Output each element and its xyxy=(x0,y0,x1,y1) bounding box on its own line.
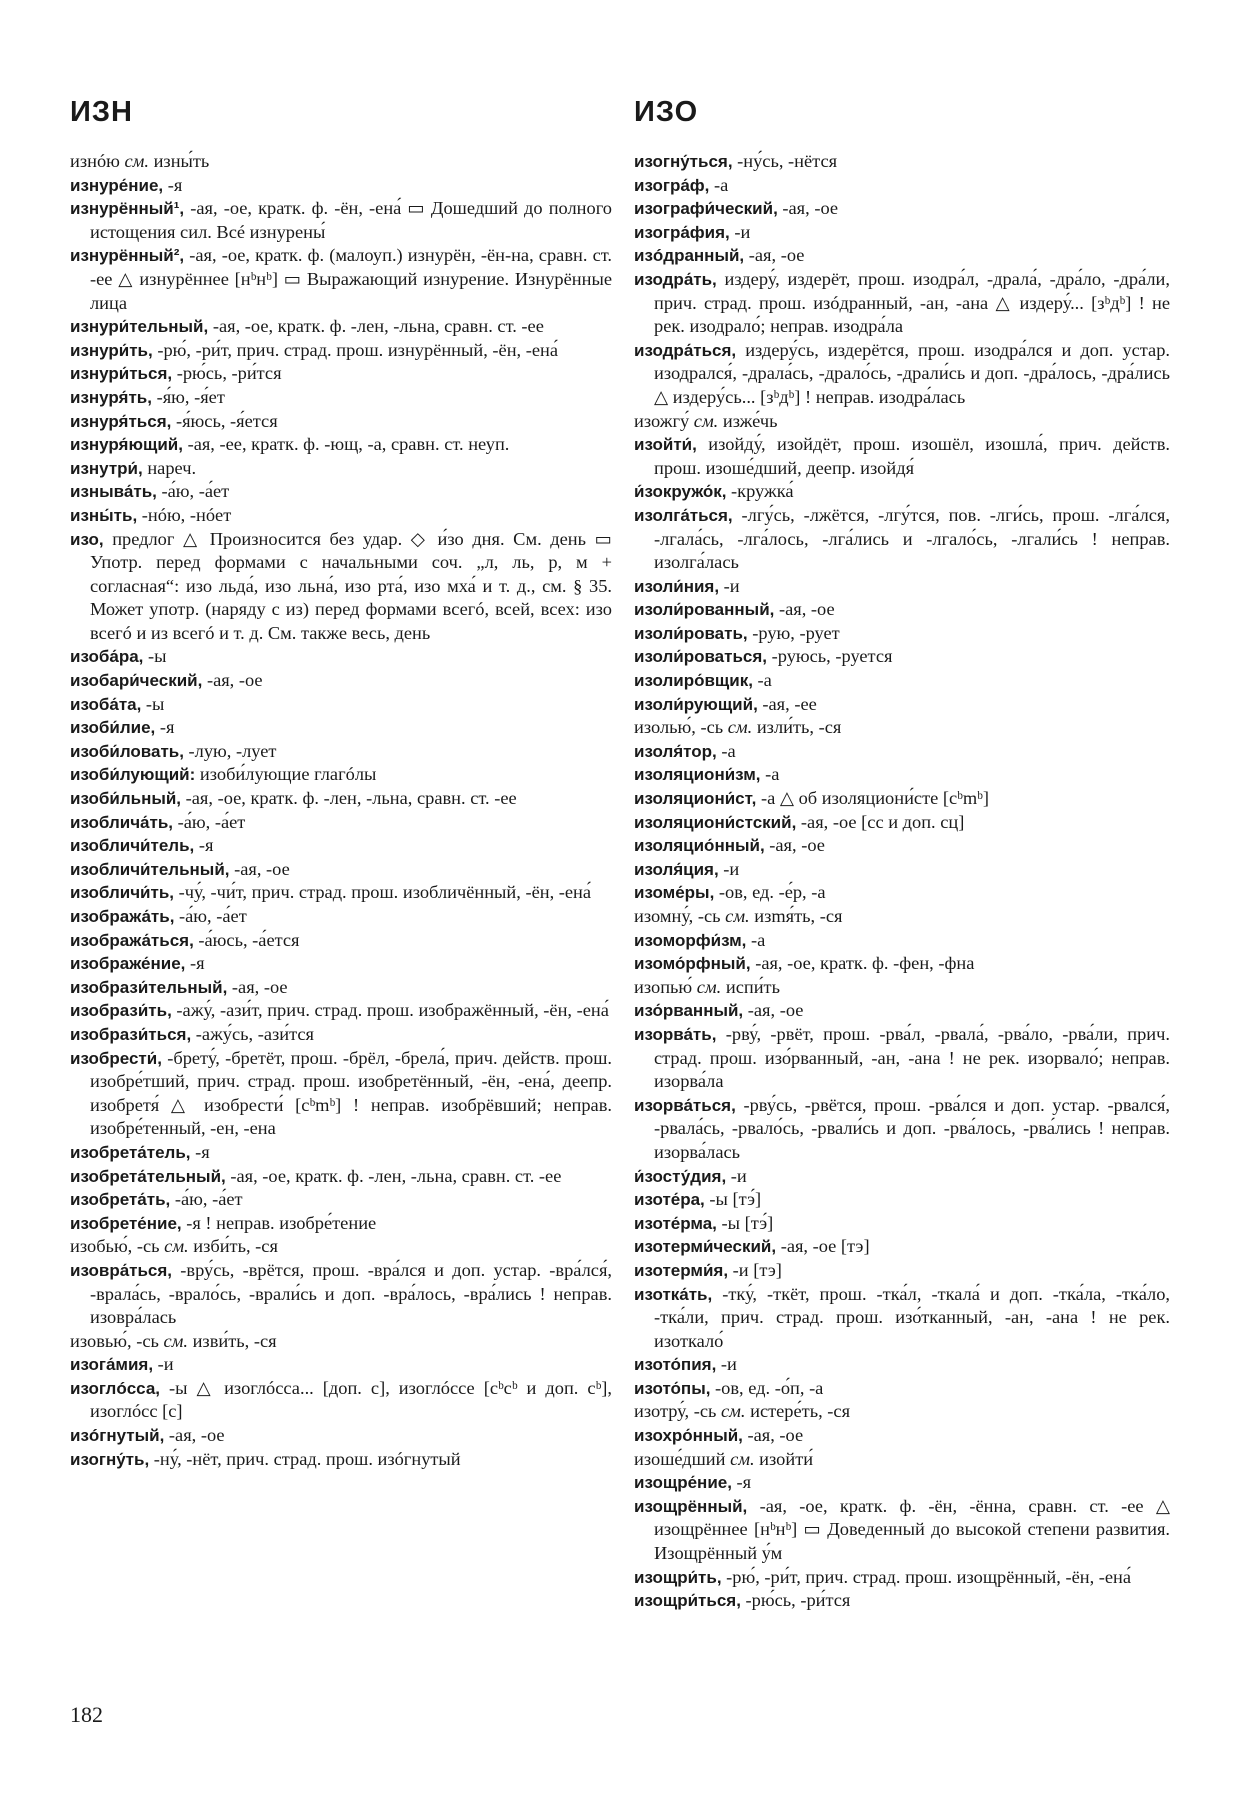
entry-body: -ая, -ое, кратк. ф. -лен, -льна, сравн. ст. -ее xyxy=(181,788,517,809)
entry-body: -а xyxy=(716,740,736,761)
headword: изобрази́ться, xyxy=(70,1024,192,1044)
entry-body: -и [тэ] xyxy=(728,1259,782,1280)
running-head-right: ИЗО xyxy=(634,96,699,128)
headword: и́зосту́дия, xyxy=(634,1166,727,1186)
dictionary-entry xyxy=(70,339,612,363)
headword: изнури́тельный, xyxy=(70,317,209,337)
entry-body: -ая, -ее, кратк. ф. -ющ, -а, сравн. ст. неуп. xyxy=(182,434,510,455)
entry-body: -ы [тэ́] xyxy=(716,1212,774,1233)
entry-body: -рую, -рует xyxy=(747,622,840,643)
entry-body: -ая, -ое xyxy=(742,1425,804,1446)
dictionary-entry xyxy=(70,1141,612,1165)
dictionary-entry xyxy=(70,410,612,434)
headword: изобрете́ние, xyxy=(70,1213,182,1233)
headword: изогра́ф, xyxy=(634,175,710,195)
dictionary-entry xyxy=(634,221,1170,245)
headword: изогну́ться, xyxy=(634,152,733,171)
dictionary-entry xyxy=(634,433,1170,480)
entry-body: -ая, -ое xyxy=(164,1425,225,1446)
entry-body: -ая, -ее xyxy=(757,693,817,714)
entry-body: -ая, -ое [тэ] xyxy=(776,1236,870,1257)
entry-body: -я xyxy=(190,1141,210,1162)
headword: изоморфи́зм, xyxy=(634,930,747,950)
entry-body: -а́ю, -а́ет xyxy=(170,1189,243,1210)
dictionary-entry xyxy=(634,1471,1170,1495)
entry-body: -я́ю, -я́ет xyxy=(151,386,225,407)
headword: изоби́льный, xyxy=(70,789,182,809)
headword: изотерми́ческий, xyxy=(634,1237,777,1257)
entry-body: -я xyxy=(155,717,175,738)
headword: изощре́ние, xyxy=(634,1473,732,1493)
entry-body: -ая, -ое xyxy=(777,198,839,219)
headword: изобрести́, xyxy=(70,1048,162,1068)
entry-body: нареч. xyxy=(142,457,197,478)
entry-body: предлог △ Произносится без удар. ◇ и́зо дня. См. день ▭ Употр. перед формами с начальными соч. „л, ль, р, м + согласная“: изо льда́, изо льна́, изо рта́, изо мха́ и т. д., см. § 35. Может употр. (наряду с из) перед формами всегó, всей, всех: изо всегó и из всегó и т. д. См. также весь, день xyxy=(90,528,612,643)
entry-body: -рю́, -ри́т, прич. страд. прош. изнурённый, -ён, -ена́ xyxy=(152,339,559,360)
see-label: см. xyxy=(696,976,722,997)
entry-body: -брету́, -бретёт, прош. -брёл, -брела́, прич. действ. прош. изобре́тший, прич. страд. прош. изобретённый, -ён, -ена́, деепр. изобретя́ △ изобрести́ [cᵇmᵇ] ! неправ. изобрёвший; неправ. изобре́тенный, -ен, -ена xyxy=(90,1047,612,1139)
headword: изолга́ться, xyxy=(634,505,733,525)
dictionary-entry xyxy=(634,174,1170,198)
dictionary-entry xyxy=(70,362,612,386)
dictionary-entry xyxy=(70,1165,612,1189)
dictionary-entry xyxy=(70,976,612,1000)
headword: изоте́ра, xyxy=(634,1190,705,1210)
dictionary-entry xyxy=(634,1212,1170,1236)
entry-body: -ая, -ое xyxy=(764,835,825,856)
dictionary-entry xyxy=(70,811,612,835)
headword: изоглóсса, xyxy=(70,1378,160,1398)
dictionary-entry xyxy=(634,244,1170,268)
headword: изоте́рма, xyxy=(634,1213,717,1233)
page-number: 182 xyxy=(70,1702,103,1727)
entry-body: -ы xyxy=(143,646,167,667)
headword: изобрета́тель, xyxy=(70,1142,191,1162)
headword: изографи́ческий, xyxy=(634,199,778,219)
dictionary-entry xyxy=(634,1566,1170,1590)
see-label: см. xyxy=(693,410,719,431)
entry-body: -ая, -ое, кратк. ф. (малоуп.) изнурён, -ён-на, сравн. ст. -ее △ изнурённее [нᵇнᵇ] ▭ Выражающий изнурение. Изнурённые лица xyxy=(90,245,612,313)
headword: изотка́ть, xyxy=(634,1284,713,1304)
headword: изобличи́тель, xyxy=(70,836,195,856)
entry-body: истере́ть, -ся xyxy=(745,1401,851,1422)
dictionary-entry xyxy=(634,716,1170,740)
headword: изохро́нный, xyxy=(634,1426,743,1446)
headword: изобличи́ть, xyxy=(70,883,175,903)
dictionary-entry xyxy=(634,881,1170,905)
headword: изóдранный, xyxy=(634,246,745,266)
entry-body: -ов, ед. -о́п, -а xyxy=(710,1377,824,1398)
cross-ref-word: изнóю xyxy=(70,151,125,171)
headword: изнуря́ющий, xyxy=(70,435,183,455)
dictionary-entry xyxy=(634,197,1170,221)
headword: изнуря́ть, xyxy=(70,387,152,407)
dictionary-entry xyxy=(634,1377,1170,1401)
headword: изобрази́тельный, xyxy=(70,977,228,997)
entry-body: издеру́сь, издерётся, прош. изодра́лся и доп. устар. изодрался́, -драла́сь, -драло́сь, -драли́сь и доп. -дра́лось, -дра́лись △ издеру́сь... [зᵇдᵇ] ! неправ. изодра́лась xyxy=(654,339,1170,407)
headword: изо, xyxy=(70,529,104,549)
headword: изоли́ния, xyxy=(634,576,720,596)
cross-ref-word: изожгу́ xyxy=(634,410,694,431)
dictionary-entry xyxy=(634,410,1170,434)
headword: изоли́ровать, xyxy=(634,623,748,643)
dictionary-entry xyxy=(70,952,612,976)
headword: изоляциони́стский, xyxy=(634,812,797,832)
right-column xyxy=(634,150,1170,1613)
dictionary-entry xyxy=(70,150,612,174)
dictionary-entry xyxy=(634,1023,1170,1094)
dictionary-entry xyxy=(70,1235,612,1259)
dictionary-entry xyxy=(634,905,1170,929)
dictionary-entry xyxy=(634,1400,1170,1424)
headword: изоби́лующий: xyxy=(70,765,196,785)
dictionary-entry xyxy=(634,1495,1170,1566)
dictionary-entry xyxy=(634,1165,1170,1189)
entry-body: -ая, -ое xyxy=(202,670,263,691)
entry-body: -а xyxy=(760,764,780,785)
headword: изобличи́тельный, xyxy=(70,859,230,879)
cross-ref-word: изотру́, -сь xyxy=(634,1401,721,1422)
entry-body: -лую, -лует xyxy=(183,740,277,761)
headword: изнури́ться, xyxy=(70,364,173,384)
running-head-left: ИЗН xyxy=(70,96,133,128)
dictionary-entry xyxy=(70,1188,612,1212)
entry-body: -а xyxy=(746,929,766,950)
dictionary-entry xyxy=(70,858,612,882)
dictionary-entry xyxy=(70,693,612,717)
entry-body: -нóю, -нóет xyxy=(137,504,232,525)
dictionary-entry xyxy=(70,1353,612,1377)
headword: изнури́ть, xyxy=(70,340,153,360)
entry-body: изли́ть, -ся xyxy=(752,717,842,738)
entry-body: -ая, -ое [сс и доп. сц] xyxy=(796,811,965,832)
entry-body: изmя́ть, -ся xyxy=(749,906,843,926)
see-label: см. xyxy=(164,1236,189,1257)
headword: изогра́фия, xyxy=(634,222,730,242)
dictionary-entry xyxy=(70,999,612,1023)
dictionary-entry xyxy=(70,763,612,787)
headword: изомо́рфный, xyxy=(634,954,751,974)
entry-body: -и xyxy=(726,1165,747,1186)
dictionary-entry xyxy=(634,1188,1170,1212)
entry-body: -я xyxy=(185,953,205,974)
entry-body: -рю́сь, -ри́тся xyxy=(172,363,282,384)
dictionary-entry xyxy=(634,622,1170,646)
dictionary-entry xyxy=(634,645,1170,669)
headword: изоби́ловать, xyxy=(70,741,184,761)
dictionary-entry xyxy=(634,669,1170,693)
dictionary-entry xyxy=(70,881,612,905)
entry-body: -чу́, -чи́т, прич. страд. прош. изобличённый, -ён, -ена́ xyxy=(174,882,592,903)
dictionary-entry xyxy=(634,339,1170,410)
headword: изогну́ть, xyxy=(70,1449,150,1469)
dictionary-entry xyxy=(70,480,612,504)
entry-body: -тку́, -ткёт, прош. -тка́л, -ткала́ и доп. -тка́ла, -тка́ло, -тка́ли, прич. страд. прош. изо́тканный, -ан, -ана ! не рек. изоткало́ xyxy=(654,1283,1170,1351)
cross-ref-word: изовью́, -сь xyxy=(70,1330,164,1351)
entry-body: -ну́, -нёт, прич. страд. прош. изóгнутый xyxy=(149,1448,461,1469)
dictionary-entry xyxy=(70,1023,612,1047)
headword: изодра́ть, xyxy=(634,269,717,289)
dictionary-entry xyxy=(634,480,1170,504)
dictionary-entry xyxy=(634,268,1170,339)
dictionary-entry xyxy=(70,1259,612,1330)
headword: изоли́рованный, xyxy=(634,600,775,620)
entry-body: -я ! неправ. изобре́тение xyxy=(181,1212,377,1233)
dictionary-entry xyxy=(70,433,612,457)
dictionary-entry xyxy=(634,1259,1170,1283)
dictionary-entry xyxy=(634,787,1170,811)
see-label: см. xyxy=(725,906,750,926)
dictionary-entry xyxy=(70,386,612,410)
headword: и́зокружо́к, xyxy=(634,482,727,502)
entry-body: издеру́, издерёт, прош. изодра́л, -драла́, -дра́ло, -дра́ли, прич. страд. прош. изóдранный, -ан, -ана △ издеру́... [зᵇдᵇ] ! не рек. изодрало́; неправ. изодра́ла xyxy=(654,268,1170,337)
entry-body: -а xyxy=(709,174,729,195)
headword: изобрази́ть, xyxy=(70,1001,172,1021)
headword: изоля́ция, xyxy=(634,859,719,879)
dictionary-entry xyxy=(634,1094,1170,1165)
dictionary-entry xyxy=(634,1448,1170,1472)
entry-body: -лгу́сь, -лжётся, -лгу́тся, пов. -лги́сь, прош. -лга́лся, -лгала́сь, -лга́лось, -лга́лись и -лгало́сь, -лгали́сь ! неправ. изолга́лась xyxy=(654,504,1170,573)
dictionary-entry xyxy=(70,1212,612,1236)
headword: изо́рванный, xyxy=(634,1001,744,1021)
entry-body: -я xyxy=(163,174,183,195)
dictionary-entry xyxy=(70,1424,612,1448)
headword: изощри́ться, xyxy=(634,1591,741,1611)
entry-body: -ая, -ое, кратк. ф. -ён, -ённа, сравн. ст. -ее △ изощрённее [нᵇнᵇ] ▭ Доведенный до высокой степени развития. Изощрённый у́м xyxy=(654,1495,1170,1564)
headword: изоляцио́нный, xyxy=(634,836,765,856)
headword: изото́пия, xyxy=(634,1355,717,1375)
entry-body: -рву́сь, -рвётся, прош. -рва́лся и доп. устар. -рвался́, -рвала́сь, -рвало́сь, -рвали́сь и доп. -рва́лось, -рва́лись ! неправ. изорва́лась xyxy=(654,1094,1170,1162)
headword: изображе́ние, xyxy=(70,954,186,974)
dictionary-entry xyxy=(634,693,1170,717)
see-label: см. xyxy=(721,1401,746,1422)
entry-body: изже́чь xyxy=(718,410,778,431)
cross-ref-word: изоше́дший xyxy=(634,1448,731,1469)
headword: изолиро́вщик, xyxy=(634,671,753,691)
dictionary-entry xyxy=(634,1353,1170,1377)
dictionary-entry xyxy=(70,716,612,740)
dictionary-entry xyxy=(70,197,612,244)
headword: изоба́та, xyxy=(70,694,142,714)
entry-body: -ая, -ое, кратк. ф. -фен, -фна xyxy=(750,953,975,974)
headword: изобари́ческий, xyxy=(70,671,203,691)
dictionary-entry xyxy=(70,834,612,858)
entry-body: изби́ть, -ся xyxy=(188,1236,278,1257)
headword: изоли́роваться, xyxy=(634,647,768,667)
headword: изоляциони́ст, xyxy=(634,789,757,809)
entry-body: -и xyxy=(153,1354,174,1375)
entry-body: -ая, -ое xyxy=(774,599,835,620)
dictionary-entry xyxy=(70,174,612,198)
headword: изобража́ть, xyxy=(70,907,175,926)
entry-body: -а́ю, -а́ет xyxy=(174,906,247,926)
headword: изодра́ться, xyxy=(634,340,737,360)
entry-body: -ая, -ое xyxy=(744,245,805,266)
headword: изовра́ться, xyxy=(70,1260,173,1280)
dictionary-entry xyxy=(634,763,1170,787)
entry-body: -и xyxy=(716,1354,737,1375)
dictionary-entry xyxy=(70,1330,612,1354)
headword: изоли́рующий, xyxy=(634,694,758,714)
entry-body: -ая, -ое xyxy=(229,858,290,879)
entry-body: изоби́лующие глагóлы xyxy=(195,764,377,785)
cross-ref-word: изомну́, -сь xyxy=(634,906,726,926)
dictionary-entry xyxy=(70,315,612,339)
entry-body: испи́ть xyxy=(721,976,780,997)
dictionary-entry xyxy=(70,1047,612,1141)
entry-body: -и xyxy=(729,221,751,242)
dictionary-entry xyxy=(634,999,1170,1023)
dictionary-entry xyxy=(70,929,612,953)
dictionary-entry xyxy=(70,457,612,481)
headword: изнурённый¹, xyxy=(70,199,185,219)
entry-body: -я xyxy=(731,1472,752,1493)
entry-body: -ы [тэ́] xyxy=(704,1189,762,1210)
headword: изога́мия, xyxy=(70,1355,154,1375)
headword: изорва́ться, xyxy=(634,1095,736,1115)
dictionary-entry xyxy=(70,645,612,669)
entry-body: -ы △ изоглóсса... [доп. с], изоглóссе [cᵇcᵇ и доп. cᵇ], изоглóсс [с] xyxy=(90,1377,612,1422)
entry-body: -и xyxy=(719,575,740,596)
dictionary-entry xyxy=(634,1589,1170,1613)
entry-body: -а xyxy=(752,670,772,691)
headword: изойти́, xyxy=(634,435,697,455)
entry-body: изойду́, изойдёт, прош. изошёл, изошла́, прич. действ. прош. изоше́дший, деепр. изойдя́ xyxy=(654,434,1170,478)
entry-body: -ажу́сь, -ази́тся xyxy=(191,1023,314,1044)
dictionary-entry xyxy=(634,1283,1170,1354)
dictionary-entry xyxy=(634,150,1170,174)
see-label: см. xyxy=(730,1448,755,1469)
entry-body: -а́юсь, -а́ется xyxy=(193,929,300,950)
headword: изныва́ть, xyxy=(70,482,157,502)
dictionary-entry xyxy=(70,1448,612,1472)
headword: изобрета́тельный, xyxy=(70,1166,226,1186)
entry-body: -кружка́ xyxy=(726,481,794,502)
dictionary-entry xyxy=(70,1377,612,1424)
headword: изоля́тор, xyxy=(634,741,717,761)
entry-body: -рву́, -рвёт, прош. -рва́л, -рвала́, -рва́ло, -рва́ли, прич. страд. прош. изо́рванный, -ан, -ана ! не рек. изорвало́; неправ. изорва́ла xyxy=(654,1023,1170,1092)
entry-body: -ая, -ое, кратк. ф. -лен, -льна, сравн. ст. -ее xyxy=(225,1165,562,1186)
headword: изны́ть, xyxy=(70,505,138,525)
dictionary-entry xyxy=(634,598,1170,622)
entry-body: -я́юсь, -я́ется xyxy=(171,410,278,431)
entry-body: -ая, -ое xyxy=(743,1000,804,1021)
cross-ref-word: изолью́, -сь xyxy=(634,717,728,738)
entry-body: -ну́сь, -нётся xyxy=(732,151,838,171)
dictionary-entry xyxy=(70,740,612,764)
dictionary-entry xyxy=(634,834,1170,858)
entry-body: -рю́сь, -ри́тся xyxy=(740,1590,851,1611)
entry-body: изны́ть xyxy=(148,151,210,171)
headword: изощри́ть, xyxy=(634,1567,722,1587)
entry-body: -ы xyxy=(141,693,165,714)
entry-body: -ая, -ое, кратк. ф. -лен, -льна, сравн. ст. -ее xyxy=(208,316,544,337)
headword: изорва́ть, xyxy=(634,1024,717,1044)
entry-body: изойти́ xyxy=(754,1448,814,1469)
cross-ref-word: изобью́, -сь xyxy=(70,1236,165,1257)
entry-body: -а △ об изоляциони́сте [cᵇmᵇ] xyxy=(756,788,989,809)
entry-body: -а́ю, -а́ет xyxy=(156,481,230,502)
dictionary-entry xyxy=(70,669,612,693)
dictionary-entry xyxy=(70,504,612,528)
entry-body: -я xyxy=(194,835,214,856)
headword: изобрета́ть, xyxy=(70,1190,171,1210)
headword: изоби́лие, xyxy=(70,718,156,738)
entry-body: -вру́сь, -врётся, прош. -вра́лся и доп. устар. -вра́лся́, -врала́сь, -врало́сь, -врали́сь и доп. -вра́лось, -вра́лись ! неправ. изовра́лась xyxy=(90,1259,612,1328)
entry-body: -ая, -ое xyxy=(227,976,288,997)
dictionary-entry xyxy=(634,811,1170,835)
entry-body: -рю́, -ри́т, прич. страд. прош. изощрённый, -ён, -ена́ xyxy=(721,1566,1132,1587)
dictionary-entry xyxy=(634,952,1170,976)
headword: изнурённый², xyxy=(70,246,185,266)
headword: изнутри́, xyxy=(70,458,143,478)
entry-body: -ов, ед. -е́р, -а xyxy=(714,882,826,903)
headword: изощрённый, xyxy=(634,1496,748,1516)
headword: изнуря́ться, xyxy=(70,411,172,431)
headword: изобража́ться, xyxy=(70,930,194,950)
headword: изнуре́ние, xyxy=(70,175,164,195)
headword: изóгнутый, xyxy=(70,1426,165,1446)
dictionary-entry xyxy=(634,575,1170,599)
dictionary-entry xyxy=(634,929,1170,953)
entry-body: -а́ю, -а́ет xyxy=(173,811,246,832)
dictionary-entry xyxy=(70,244,612,315)
dictionary-entry xyxy=(70,905,612,929)
headword: изоблича́ть, xyxy=(70,812,174,832)
see-label: см. xyxy=(124,151,149,171)
entry-body: -ая, -ое, кратк. ф. -ён, -ена́ ▭ Дошедший до полного истощения сил. Всé изнурены́ xyxy=(90,198,612,242)
headword: изото́пы, xyxy=(634,1378,711,1398)
dictionary-entry xyxy=(634,504,1170,575)
headword: изоба́ра, xyxy=(70,647,144,667)
dictionary-entry xyxy=(634,858,1170,882)
entry-body: изви́ть, -ся xyxy=(187,1330,277,1351)
cross-ref-word: изопью́ xyxy=(634,976,697,997)
dictionary-entry xyxy=(634,1235,1170,1259)
dictionary-entry xyxy=(634,740,1170,764)
dictionary-entry xyxy=(634,976,1170,1000)
headword: изотерми́я, xyxy=(634,1260,729,1280)
headword: изоляциони́зм, xyxy=(634,765,761,785)
dictionary-entry xyxy=(634,1424,1170,1448)
dictionary-entry xyxy=(70,528,612,646)
see-label: см. xyxy=(163,1330,188,1351)
entry-body: -руюсь, -руется xyxy=(767,646,893,667)
entry-body: -ажу́, -ази́т, прич. страд. прош. изображённый, -ён, -ена́ xyxy=(171,1000,609,1021)
left-column xyxy=(70,150,612,1471)
entry-body: -и xyxy=(718,858,740,879)
headword: изоме́ры, xyxy=(634,883,715,903)
see-label: см. xyxy=(727,717,753,738)
dictionary-entry xyxy=(70,787,612,811)
